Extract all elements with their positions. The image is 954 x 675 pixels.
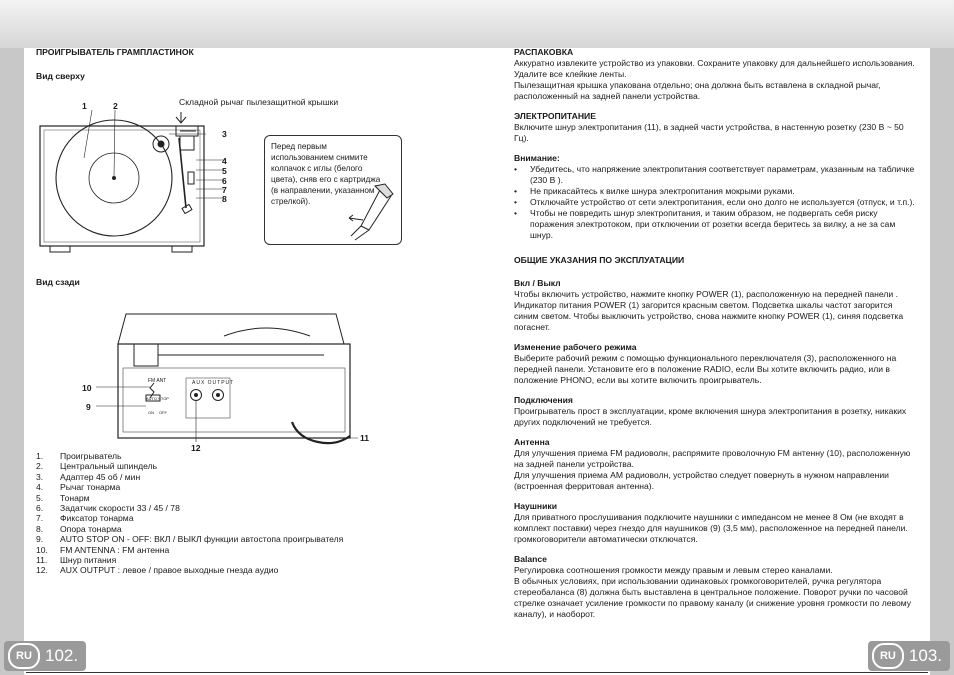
cartridge-illustration bbox=[341, 180, 399, 242]
header-band bbox=[0, 0, 954, 48]
dust-cover-shape bbox=[118, 314, 344, 344]
connections-text: Проигрыватель прост в эксплуатации, кроме включения шнура электропитания в розетку, никаких других подключений не требуется. bbox=[514, 406, 907, 427]
balance-text-2: В обычных условиях, при использовании одинаковых громкоговорителей, ручка регулятора стереобаланса (8) должна быть выставлена в центральное положение. Поворот ручки по часовой стрелке означает усиление громкости по правому каналу (и снижение уровня громкости по левому каналу), и наоборот. bbox=[514, 576, 912, 619]
page-number-text: 102. bbox=[45, 646, 79, 665]
list-item: • Убедитесь, что напряжение электропитания соответствует параметрам, указанным на табличке (230 В ). bbox=[514, 164, 918, 186]
legend-item: 12. AUX OUTPUT : левое / правое выходные гнезда аудио bbox=[36, 565, 279, 576]
unpack-text-1: Аккуратно извлеките устройство из упаковки. Сохраните упаковку для дальнейшего использования. Удалите все клейкие ленты. bbox=[514, 58, 915, 79]
stylus-note-text: Перед первым использованием снимите колпачок с иглы (белого цвета), сняв его с картриджа (в направлении, указанном стрелкой). bbox=[271, 142, 381, 206]
antenna-title: Антенна bbox=[514, 437, 550, 447]
attention-title: Внимание: bbox=[514, 153, 560, 163]
unpack-text-2: Пылезащитная крышка упакована отдельно; она должна быть вставлена в складной рычаг, расположенный на задней панели устройства. bbox=[514, 80, 881, 101]
headphones-title: Наушники bbox=[514, 501, 557, 511]
switch-off-label: OFF bbox=[159, 410, 167, 415]
connections-title: Подключения bbox=[514, 395, 573, 405]
aux-output-label: AUX OUTPUT bbox=[192, 380, 235, 386]
list-item: • Чтобы не повредить шнур электропитания, и таким образом, не подвергать себя риску поражения электротоком, при отключении от розетки всегда беритесь за вилку, а не за сам шнур. bbox=[514, 208, 918, 241]
legend-item: 9. AUTO STOP ON - OFF: ВКЛ / ВЫКЛ функции автостопа проигрывателя bbox=[36, 534, 344, 545]
switch-on-label: ON bbox=[148, 410, 154, 415]
stylus-note-box bbox=[264, 135, 402, 245]
left-margin-bar bbox=[0, 48, 24, 675]
legend-item: 6. Задатчик скорости 33 / 45 / 78 bbox=[36, 503, 180, 514]
rear-callout-10: 10 bbox=[82, 383, 92, 393]
legend-item: 4. Рычаг тонарма bbox=[36, 482, 121, 493]
legend-item: 10. FM ANTENNA : FM антенна bbox=[36, 544, 170, 555]
fm-ant-label: FM ANT bbox=[148, 378, 167, 384]
top-callout-6: 6 bbox=[222, 176, 227, 186]
legend-item: 11. Шнур питания bbox=[36, 555, 117, 566]
general-title: ОБЩИЕ УКАЗАНИЯ ПО ЭКСПЛУАТАЦИИ bbox=[514, 255, 685, 265]
rear-callout-11: 11 bbox=[360, 433, 370, 443]
dust-cover-arm-label: Складной рычаг пылезащитной крышки bbox=[179, 97, 339, 107]
mode-title: Изменение рабочего режима bbox=[514, 342, 637, 352]
legend-item: 5. Тонарм bbox=[36, 492, 90, 503]
rear-view-diagram bbox=[96, 310, 386, 460]
top-view-diagram bbox=[36, 96, 266, 256]
power-text: Включите шнур электропитания (11), в задней части устройства, в настенную розетку (230 В ~ 50 Гц). bbox=[514, 122, 904, 143]
power-title: ЭЛЕКТРОПИТАНИЕ bbox=[514, 111, 596, 121]
balance-title: Balance bbox=[514, 554, 547, 564]
top-callout-7: 7 bbox=[222, 185, 227, 195]
rear-view-label: Вид сзади bbox=[36, 277, 80, 287]
legend-item: 7. Фиксатор тонарма bbox=[36, 513, 134, 524]
attention-list bbox=[514, 164, 918, 241]
top-callout-1: 1 bbox=[82, 101, 87, 111]
onoff-text: Чтобы включить устройство, нажмите кнопку POWER (1), расположенную на передней панели . Индикатор питания POWER (1) загорится красным светом. Подсветка шкалы частот загорится синим светом. Чтобы выключить устройство, снова нажмите кнопку POWER (1), синяя подсветка погаснет. bbox=[514, 289, 904, 332]
headphones-text: Для приватного прослушивания подключите наушники с импедансом не менее 8 Ом (не входят в комплект поставки) через гнездо для наушников (9) (3,5 мм), расположенное на передней панели. громкоговорители автоматически отключатся. bbox=[514, 512, 908, 544]
list-item: • Не прикасайтесь к вилке шнура электропитания мокрыми руками. bbox=[514, 186, 918, 197]
parts-legend bbox=[36, 451, 343, 576]
balance-text-1: Регулировка соотношения громкости между правым и левым стерео каналами. bbox=[514, 565, 833, 575]
footer-rule bbox=[26, 672, 928, 673]
top-callout-5: 5 bbox=[222, 166, 227, 176]
antenna-text-1: Для улучшения приема FM радиоволн, распрямите проволочную FM антенну (10), расположенную на задней панели устройства. bbox=[514, 448, 911, 469]
section-title: ПРОИГРЫВАТЕЛЬ ГРАМПЛАСТИНОК bbox=[36, 47, 194, 57]
top-callout-4: 4 bbox=[222, 156, 227, 166]
language-badge: RU bbox=[872, 643, 904, 669]
mode-text: Выберите рабочий режим с помощью функционального переключателя (3), расположенного на передней панели. Установите его в положение RADIO, если Вы хотите включить радио, или в положение PHONO, если вы хотите включить проигрыватель. bbox=[514, 353, 897, 385]
onoff-title: Вкл / Выкл bbox=[514, 278, 561, 288]
top-callout-3: 3 bbox=[222, 129, 227, 139]
top-callout-8: 8 bbox=[222, 194, 227, 204]
right-margin-bar bbox=[930, 48, 954, 675]
legend-item: 8. Опора тонарма bbox=[36, 523, 122, 534]
rear-callout-12: 12 bbox=[191, 443, 201, 453]
page-number-text: 103. bbox=[908, 646, 942, 665]
right-column bbox=[514, 47, 918, 620]
auto-stop-label: AUTO STOP bbox=[146, 396, 169, 401]
spindle-shape bbox=[112, 176, 116, 180]
top-callout-2: 2 bbox=[113, 101, 118, 111]
top-view-label: Вид сверху bbox=[36, 71, 85, 81]
legend-item: 3. Адаптер 45 об / мин bbox=[36, 471, 141, 482]
antenna-text-2: Для улучшения приема AM радиоволн, устройство следует повернуть в нужном направлении (встроенная ферритовая антенна). bbox=[514, 470, 889, 491]
language-badge: RU bbox=[8, 643, 40, 669]
page-number-right bbox=[868, 641, 950, 671]
power-cord bbox=[292, 422, 350, 443]
rear-callout-9: 9 bbox=[86, 402, 91, 412]
legend-item: 1. Проигрыватель bbox=[36, 451, 122, 461]
page-number-left bbox=[4, 641, 86, 671]
list-item: • Отключайте устройство от сети электропитания, если оно долго не используется (отпуск, и т.п.). bbox=[514, 197, 918, 208]
legend-item: 2. Центральный шпиндель bbox=[36, 461, 158, 472]
unpack-title: РАСПАКОВКА bbox=[514, 47, 574, 57]
